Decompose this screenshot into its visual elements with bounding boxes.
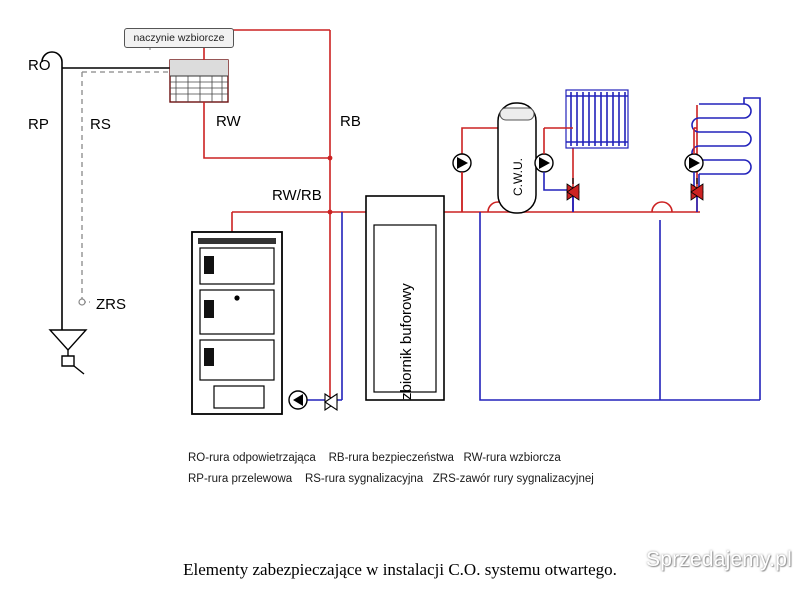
label-rs: RS [90, 116, 111, 133]
junction-rw-rb [328, 210, 333, 215]
boiler-lower-door-handle [204, 348, 214, 366]
label-rw-rb: RW/RB [272, 187, 322, 204]
boiler-middle-door-handle [204, 300, 214, 318]
label-zrs: ZRS [96, 296, 126, 313]
legend-line-2: RP-rura przelewowa RS-rura sygnalizacyjna ZRS-zawór rury sygnalizacyjnej [188, 473, 594, 485]
legend-line-1: RO-rura odpowietrzająca RB-rura bezpieczeństwa RW-rura wzbiorcza [188, 452, 561, 464]
label-rp: RP [28, 116, 49, 133]
buffer-tank-label: zbiornik buforowy [398, 283, 415, 400]
boiler-ash-drawer [214, 386, 264, 408]
boiler-upper-door-handle [204, 256, 214, 274]
valve-boiler-return [325, 394, 337, 410]
junction-rw [328, 156, 333, 161]
dhw-return-main [480, 220, 760, 400]
pump-dhw [453, 154, 471, 172]
zrs-valve-icon [79, 299, 85, 305]
watermark-name: Sprzedajemy [646, 548, 770, 571]
label-ro: RO [28, 57, 51, 74]
expansion-vessel-label-box [124, 28, 234, 48]
pump-floor [685, 154, 703, 172]
pump-boiler [289, 391, 307, 409]
watermark [646, 548, 792, 572]
expansion-vessel-water-level [170, 60, 228, 76]
watermark-tld: .pl [769, 548, 792, 571]
expansion-vessel-label: naczynie wzbiorcze [133, 32, 225, 44]
rw-expansion-pipe [204, 102, 330, 158]
dhw-tank-label: C.W.U. [511, 158, 525, 196]
funnel-drain-body [62, 356, 74, 366]
label-rw: RW [216, 113, 241, 130]
funnel-drain-outlet [74, 366, 84, 374]
pump-radiator [535, 154, 553, 172]
boiler-knob [234, 295, 239, 300]
overflow-funnel [50, 330, 86, 350]
label-rb: RB [340, 113, 361, 130]
dhw-tank-cap [500, 108, 534, 120]
figure-caption: Elementy zabezpieczające w instalacji C.O. systemu otwartego. [183, 560, 617, 579]
pipe-hop-floor [652, 202, 672, 212]
boiler-top-plate [198, 238, 276, 244]
floor-heating-coil [692, 98, 760, 195]
